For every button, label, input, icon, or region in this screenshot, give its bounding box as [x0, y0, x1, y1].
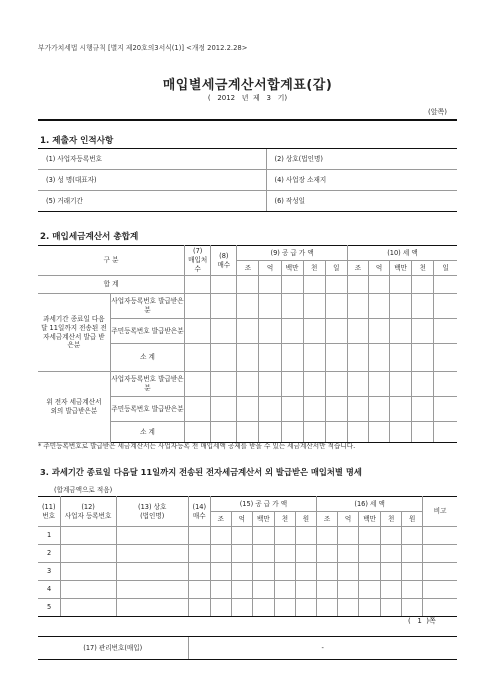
input-cell[interactable]: [211, 372, 237, 397]
input-cell[interactable]: [390, 397, 412, 422]
input-cell[interactable]: [338, 563, 359, 581]
unit-label: 백만: [252, 512, 274, 527]
input-cell[interactable]: [303, 276, 325, 294]
input-cell[interactable]: [402, 563, 423, 581]
input-cell[interactable]: [325, 372, 347, 397]
input-cell[interactable]: [303, 397, 325, 422]
input-cell[interactable]: [185, 344, 211, 372]
input-cell[interactable]: [338, 581, 359, 599]
transaction-period-field[interactable]: (5) 거래기간: [38, 191, 266, 212]
input-cell[interactable]: [369, 294, 390, 319]
input-cell[interactable]: [390, 276, 412, 294]
input-cell[interactable]: [60, 599, 116, 617]
input-cell[interactable]: [369, 422, 390, 443]
input-cell[interactable]: [338, 545, 359, 563]
input-cell[interactable]: [423, 527, 457, 545]
input-cell[interactable]: [274, 599, 295, 617]
input-cell[interactable]: [237, 372, 259, 397]
input-cell[interactable]: [116, 581, 188, 599]
input-cell[interactable]: [116, 563, 188, 581]
input-cell[interactable]: [381, 599, 402, 617]
group1-label: 과세기간 종료일 다음달 11일까지 전송된 전자세금계산서 발급 받은분: [38, 294, 110, 372]
col-count-header: (14) 매수: [188, 497, 210, 527]
sub-biz-label: 사업자등록번호 발급받은분: [110, 372, 184, 397]
input-cell[interactable]: [434, 344, 457, 372]
table-row: [38, 599, 457, 617]
input-cell[interactable]: [295, 599, 316, 617]
input-cell[interactable]: [231, 545, 252, 563]
input-cell[interactable]: [347, 397, 368, 422]
input-cell[interactable]: [295, 545, 316, 563]
unit-label: 백만: [359, 512, 381, 527]
input-cell[interactable]: [434, 276, 457, 294]
input-cell[interactable]: [369, 276, 390, 294]
input-cell[interactable]: [237, 294, 259, 319]
total-label: 합 계: [38, 276, 185, 294]
subtotal-label: 소 계: [110, 344, 184, 372]
submitter-row: [38, 149, 457, 170]
input-cell[interactable]: [231, 581, 252, 599]
input-cell[interactable]: [434, 397, 457, 422]
management-number-value[interactable]: -: [188, 637, 457, 660]
input-cell[interactable]: [402, 599, 423, 617]
table-row: [38, 527, 457, 545]
input-cell[interactable]: [402, 581, 423, 599]
input-cell[interactable]: [402, 527, 423, 545]
input-cell[interactable]: [237, 344, 259, 372]
col-remark-header: 비고: [423, 497, 457, 527]
management-number-label: (17) 관리번호(매입): [38, 637, 188, 660]
input-cell[interactable]: [317, 599, 338, 617]
input-cell[interactable]: [211, 276, 237, 294]
input-cell[interactable]: [325, 276, 347, 294]
input-cell[interactable]: [252, 581, 274, 599]
header-divider: [38, 119, 457, 121]
section1-heading: 1. 제출자 인적사항: [40, 136, 114, 146]
input-cell[interactable]: [185, 276, 211, 294]
input-cell[interactable]: [188, 545, 210, 563]
input-cell[interactable]: [347, 319, 368, 344]
submitter-info-table: [38, 148, 457, 212]
biz-reg-no-field[interactable]: (1) 사업자등록번호: [38, 149, 266, 170]
input-cell[interactable]: [303, 319, 325, 344]
input-cell[interactable]: [295, 581, 316, 599]
input-cell[interactable]: [390, 344, 412, 372]
col-supply-header: (15) 공 급 가 액: [210, 497, 316, 512]
input-cell[interactable]: [259, 397, 281, 422]
col-biz-reg-header: (12) 사업자 등록번호: [60, 497, 116, 527]
input-cell[interactable]: [210, 581, 231, 599]
input-cell[interactable]: [412, 319, 434, 344]
input-cell[interactable]: [423, 563, 457, 581]
submitter-row: [38, 170, 457, 191]
input-cell[interactable]: [231, 599, 252, 617]
group2-biz-row: [38, 372, 457, 397]
section2-heading: 2. 매입세금계산서 총합계: [40, 232, 139, 242]
input-cell[interactable]: [281, 344, 303, 372]
input-cell[interactable]: [252, 527, 274, 545]
input-cell[interactable]: [390, 294, 412, 319]
input-cell[interactable]: [412, 422, 434, 443]
unit-label: 조: [210, 512, 231, 527]
input-cell[interactable]: [423, 581, 457, 599]
input-cell[interactable]: [281, 397, 303, 422]
input-cell[interactable]: [381, 581, 402, 599]
input-cell[interactable]: [317, 581, 338, 599]
input-cell[interactable]: [325, 294, 347, 319]
purchase-totals-table: [38, 245, 457, 443]
input-cell[interactable]: [188, 527, 210, 545]
input-cell[interactable]: [317, 563, 338, 581]
input-cell[interactable]: [303, 294, 325, 319]
input-cell[interactable]: [412, 294, 434, 319]
input-cell[interactable]: [434, 372, 457, 397]
input-cell[interactable]: [210, 563, 231, 581]
row-number: 3: [38, 563, 60, 581]
input-cell[interactable]: [116, 545, 188, 563]
section3-subnote: (합계금액으로 적음): [54, 486, 113, 494]
input-cell[interactable]: [317, 545, 338, 563]
input-cell[interactable]: [359, 581, 381, 599]
input-cell[interactable]: [390, 372, 412, 397]
input-cell[interactable]: [381, 527, 402, 545]
section3-heading: 3. 과세기간 종료일 다음달 11일까지 전송된 전자세금계산서 외 발급받은 매입처별 명세: [40, 467, 362, 477]
input-cell[interactable]: [295, 527, 316, 545]
input-cell[interactable]: [412, 397, 434, 422]
input-cell[interactable]: [116, 527, 188, 545]
input-cell[interactable]: [259, 319, 281, 344]
input-cell[interactable]: [274, 527, 295, 545]
page-number: ( 1 )쪽: [408, 617, 436, 625]
input-cell[interactable]: [325, 344, 347, 372]
input-cell[interactable]: [210, 599, 231, 617]
unit-label: 조: [347, 261, 368, 276]
input-cell[interactable]: [211, 344, 237, 372]
input-cell[interactable]: [185, 319, 211, 344]
management-number-table: [38, 636, 457, 660]
input-cell[interactable]: [281, 276, 303, 294]
input-cell[interactable]: [359, 599, 381, 617]
business-address-field[interactable]: (4) 사업장 소재지: [266, 170, 457, 191]
table-row: [38, 545, 457, 563]
input-cell[interactable]: [434, 294, 457, 319]
input-cell[interactable]: [259, 372, 281, 397]
row-number: 5: [38, 599, 60, 617]
input-cell[interactable]: [252, 545, 274, 563]
input-cell[interactable]: [347, 294, 368, 319]
input-cell[interactable]: [237, 276, 259, 294]
input-cell[interactable]: [434, 422, 457, 443]
input-cell[interactable]: [303, 344, 325, 372]
input-cell[interactable]: [369, 397, 390, 422]
group2-label: 위 전자 세금계산서 외의 발급받은분: [38, 372, 110, 443]
input-cell[interactable]: [359, 563, 381, 581]
unit-label: 일: [325, 261, 347, 276]
sub-rrn-label: 주민등록번호 발급받은분: [110, 397, 184, 422]
input-cell[interactable]: [211, 294, 237, 319]
subtotal-label: 소 계: [110, 422, 184, 443]
sub-rrn-label: 주민등록번호 발급받은분: [110, 319, 184, 344]
input-cell[interactable]: [325, 397, 347, 422]
sub-biz-label: 사업자등록번호 발급받은분: [110, 294, 184, 319]
input-cell[interactable]: [274, 581, 295, 599]
input-cell[interactable]: [359, 545, 381, 563]
input-cell[interactable]: [390, 422, 412, 443]
rrn-note: * 주민등록번호로 발급받은 세금계산서는 사업자등록 전 매입세액 공제를 받을 수 있는 세금계산서만 적습니다.: [38, 442, 356, 450]
input-cell[interactable]: [412, 372, 434, 397]
unit-label: 억: [338, 512, 359, 527]
input-cell[interactable]: [281, 294, 303, 319]
row-number: 2: [38, 545, 60, 563]
input-cell[interactable]: [303, 372, 325, 397]
form-law-reference: 부가가치세법 시행규칙 [별지 제20호의3서식(1)] <개정 2012.2.28>: [38, 44, 248, 52]
unit-label: 원: [402, 512, 423, 527]
input-cell[interactable]: [359, 527, 381, 545]
unit-label: 천: [303, 261, 325, 276]
input-cell[interactable]: [252, 563, 274, 581]
input-cell[interactable]: [317, 527, 338, 545]
unit-label: 천: [412, 261, 434, 276]
page-side-label: (앞쪽): [428, 108, 447, 116]
col-company-header: (13) 상호 (법인명): [116, 497, 188, 527]
input-cell[interactable]: [281, 372, 303, 397]
input-cell[interactable]: [185, 294, 211, 319]
input-cell[interactable]: [347, 372, 368, 397]
total-row: [38, 276, 457, 294]
input-cell[interactable]: [338, 527, 359, 545]
unit-label: 천: [274, 512, 295, 527]
input-cell[interactable]: [60, 545, 116, 563]
input-cell[interactable]: [423, 599, 457, 617]
input-cell[interactable]: [381, 563, 402, 581]
unit-label: 원: [295, 512, 316, 527]
input-cell[interactable]: [188, 599, 210, 617]
company-name-field[interactable]: (2) 상호(법인명): [266, 149, 457, 170]
input-cell[interactable]: [347, 344, 368, 372]
category-header: 구 분: [38, 246, 185, 276]
input-cell[interactable]: [281, 319, 303, 344]
input-cell[interactable]: [295, 563, 316, 581]
input-cell[interactable]: [237, 397, 259, 422]
unit-label: 억: [369, 261, 390, 276]
unit-label: 조: [237, 261, 259, 276]
supply-value-header: (9) 공 급 가 액: [237, 246, 348, 261]
table-row: [38, 581, 457, 599]
input-cell[interactable]: [188, 581, 210, 599]
input-cell[interactable]: [390, 319, 412, 344]
col-tax-header: (16) 세 액: [317, 497, 423, 512]
vendor-details-table: [38, 496, 457, 617]
unit-label: 천: [381, 512, 402, 527]
written-date-field[interactable]: (6) 작성일: [266, 191, 457, 212]
unit-label: 백만: [390, 261, 412, 276]
input-cell[interactable]: [211, 319, 237, 344]
representative-name-field[interactable]: (3) 성 명(대표자): [38, 170, 266, 191]
input-cell[interactable]: [434, 319, 457, 344]
input-cell[interactable]: [60, 527, 116, 545]
input-cell[interactable]: [381, 545, 402, 563]
input-cell[interactable]: [338, 599, 359, 617]
group1-biz-row: [38, 294, 457, 319]
submitter-row: [38, 191, 457, 212]
input-cell[interactable]: [231, 563, 252, 581]
input-cell[interactable]: [237, 319, 259, 344]
input-cell[interactable]: [252, 599, 274, 617]
input-cell[interactable]: [369, 344, 390, 372]
unit-label: 억: [259, 261, 281, 276]
input-cell[interactable]: [259, 276, 281, 294]
unit-label: 조: [317, 512, 338, 527]
input-cell[interactable]: [274, 545, 295, 563]
input-cell[interactable]: [412, 344, 434, 372]
tax-amount-header: (10) 세 액: [347, 246, 457, 261]
input-cell[interactable]: [259, 344, 281, 372]
input-cell[interactable]: [412, 276, 434, 294]
unit-label: 일: [434, 261, 457, 276]
input-cell[interactable]: [369, 372, 390, 397]
input-cell[interactable]: [210, 545, 231, 563]
input-cell[interactable]: [325, 319, 347, 344]
input-cell[interactable]: [347, 276, 368, 294]
vendor-count-header: (7) 매입처수: [185, 246, 211, 276]
input-cell[interactable]: [60, 581, 116, 599]
input-cell[interactable]: [210, 527, 231, 545]
input-cell[interactable]: [211, 397, 237, 422]
sheet-count-header: (8) 매수: [211, 246, 237, 276]
input-cell[interactable]: [188, 563, 210, 581]
input-cell[interactable]: [116, 599, 188, 617]
tax-period: ( 2012 년 제 3 기): [207, 94, 288, 102]
row-number: 1: [38, 527, 60, 545]
input-cell[interactable]: [423, 545, 457, 563]
unit-label: 억: [231, 512, 252, 527]
form-title: 매입별세금계산서합계표(갑): [162, 78, 333, 93]
input-cell[interactable]: [402, 545, 423, 563]
row-number: 4: [38, 581, 60, 599]
input-cell[interactable]: [274, 563, 295, 581]
col-number-header: (11) 번호: [38, 497, 60, 527]
input-cell[interactable]: [185, 372, 211, 397]
table-row: [38, 563, 457, 581]
input-cell[interactable]: [259, 294, 281, 319]
input-cell[interactable]: [369, 319, 390, 344]
input-cell[interactable]: [60, 563, 116, 581]
input-cell[interactable]: [231, 527, 252, 545]
input-cell[interactable]: [185, 397, 211, 422]
unit-label: 백만: [281, 261, 303, 276]
